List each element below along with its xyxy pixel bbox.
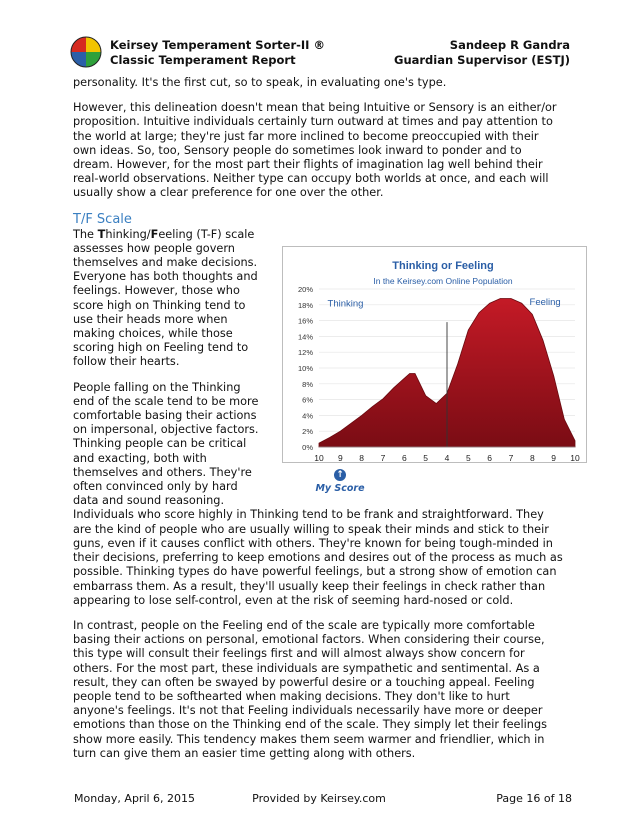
chart-frame <box>282 246 587 463</box>
intro-rest: eeling (T-F) scale assesses how people govern themselves and make decisions. Everyone has both thoughts and feelings. However, those who score high on Thinking tend to use their heads more when making choices, while those scoring high on Feeling tend to follow their hearts. <box>73 227 258 369</box>
chart-subtitle: In the Keirsey.com Online Population <box>373 275 513 286</box>
person-type: Guardian Supervisor (ESTJ) <box>394 53 570 67</box>
person-name: Sandeep R Gandra <box>449 38 570 52</box>
y-tick-label: 20% <box>297 284 313 294</box>
report-title <box>110 38 325 68</box>
x-tick-label: 9 <box>337 452 343 462</box>
my-score-label: My Score <box>315 482 365 494</box>
footer-provided-by: Provided by Keirsey.com <box>252 792 386 805</box>
report-title-line2: Classic Temperament Report <box>110 53 296 67</box>
y-tick-label: 0% <box>302 442 313 452</box>
y-tick-label: 4% <box>302 411 313 421</box>
y-tick-label: 2% <box>302 426 313 436</box>
x-tick-label: 6 <box>487 452 493 462</box>
x-tick-label: 8 <box>529 452 535 462</box>
y-tick-label: 14% <box>297 332 313 342</box>
x-tick-label: 6 <box>401 452 407 462</box>
keirsey-logo-icon <box>70 36 102 68</box>
chart-title: Thinking or Feeling <box>392 259 494 272</box>
person-info <box>394 38 570 68</box>
paragraph-feeling: In contrast, people on the Feeling end of the scale are typically more comfortable basing their actions on personal, emotional factors. When considering their course, this type will consult their feelings first and will almost always show concern for others. For the most part, these individuals are sympathetic and sentimental. As a result, they can often be swayed by powerful desire or a touching appeal. Feeling people tend to be softhearted when making decisions. They don't like to hurt anyone's feelings. It's not that Feeling individuals necessarily have more or deeper emotions than those on the Thinking end of the scale. They simply let their feelings show more easily. This tendency makes them seem warmer and friendlier, which in turn can give them an easier time getting along with others. <box>73 618 547 760</box>
page-content <box>73 76 580 772</box>
y-tick-label: 10% <box>297 363 313 373</box>
page-header <box>0 0 638 72</box>
x-tick-label: 7 <box>380 452 386 462</box>
x-tick-label: 5 <box>465 452 471 462</box>
intro-the: The <box>73 227 98 241</box>
feeling-label: Feeling <box>529 296 561 308</box>
intro-hinking: hinking/ <box>105 227 151 241</box>
intro-T: T <box>97 227 106 241</box>
thinking-feeling-chart <box>283 247 586 462</box>
report-title-line1: Keirsey Temperament Sorter-II ® <box>110 38 325 52</box>
y-tick-label: 6% <box>302 395 313 405</box>
paragraph-delineation: However, this delineation doesn't mean that being Intuitive or Sensory is an either/or proposition. Intuitive individuals certainly turn outward at times and pay attention to the world at large; they're just far more inclined to become preoccupied with their own ideas. So, too, Sensory people do sometimes look inward to ponder and to dream. However, for the most part their flights of imagination lag well behind their real-world observations. Neither type can occupy both worlds at once, and each will usually show a clear preference for one over the other. <box>73 101 557 200</box>
paragraph-thinking: People falling on the Thinking end of the scale tend to be more comfortable basing their actions on impersonal, objective factors. Thinking people can be critical and exacting, both with themselves and others. They're often convinced only by hard data and sound reasoning. Individuals who score highly in Thinking tend to be frank and straightforward. They are the kind of people who are usually willing to speak their minds and stick to their guns, even if it causes conflict with others. They're known for being tough-minded in their decisions, preferring to keep emotions and desires out of the process as much as possible. Thinking types do have powerful feelings, but a strong show of emotion can embarrass them. As a result, they'll usually keep their feelings in check rather than appearing to lose self-control, even at the risk of seeming hard-nosed or cold. <box>73 380 563 607</box>
y-tick-label: 12% <box>297 347 313 357</box>
my-score-marker <box>310 468 370 496</box>
x-tick-label: 4 <box>444 452 450 462</box>
x-tick-label: 5 <box>423 452 429 462</box>
y-tick-label: 18% <box>297 300 313 310</box>
paragraph-top: personality. It's the first cut, so to speak, in evaluating one's type. <box>73 76 447 89</box>
thinking-label: Thinking <box>327 298 364 310</box>
intro-F: F <box>150 227 159 241</box>
x-tick-label: 9 <box>551 452 557 462</box>
y-tick-label: 8% <box>302 379 313 389</box>
x-tick-label: 7 <box>508 452 514 462</box>
chart-container <box>270 232 580 507</box>
my-score-arrow-icon: ↑ <box>334 469 346 481</box>
x-tick-label: 10 <box>570 452 580 462</box>
y-tick-label: 16% <box>297 316 313 326</box>
footer-page-number: Page 16 of 18 <box>496 792 572 805</box>
section-title: T/F Scale <box>73 211 132 227</box>
footer-date: Monday, April 6, 2015 <box>74 792 196 805</box>
x-tick-label: 10 <box>314 452 324 462</box>
x-tick-label: 8 <box>359 452 365 462</box>
